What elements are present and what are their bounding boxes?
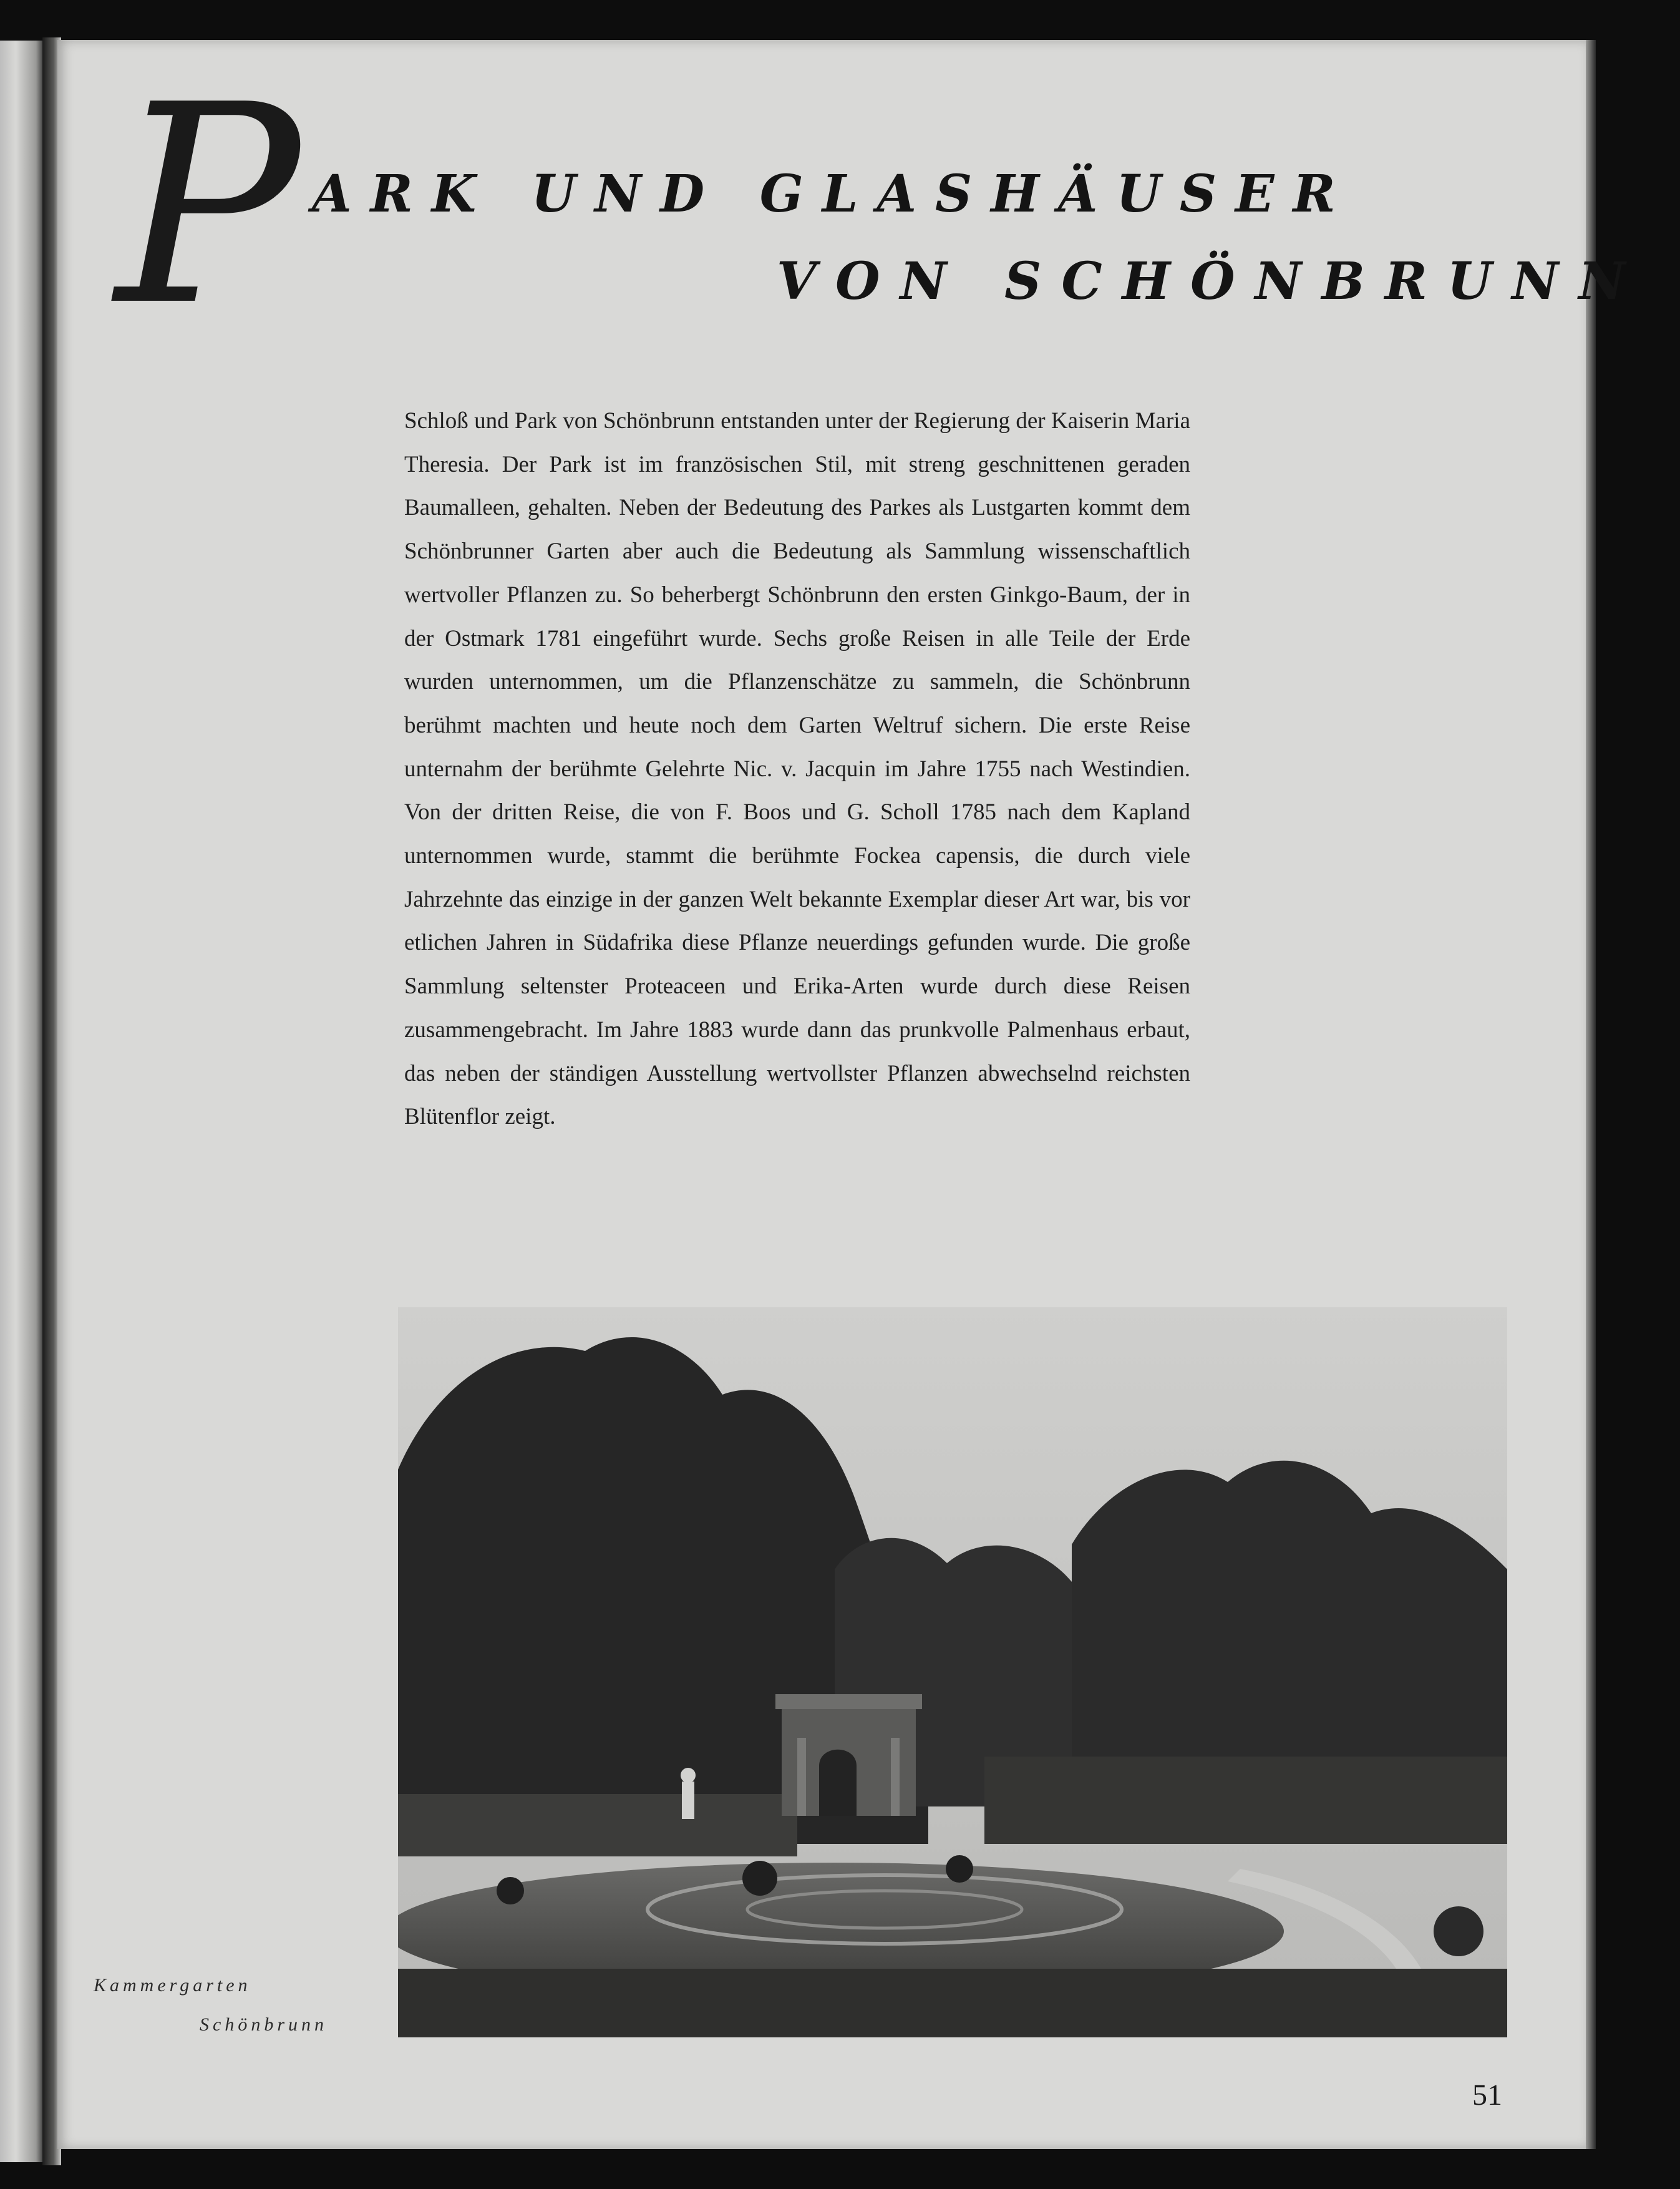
photo-caption-line-2: Schönbrunn [200, 2014, 328, 2035]
title-initial: P [115, 46, 301, 366]
title-line-1: ARK UND GLASHÄUSER [312, 164, 1354, 224]
page-number: 51 [1472, 2079, 1502, 2112]
body-paragraph: Schloß und Park von Schönbrunn entstanden unter der Regierung der Kaiserin Maria Theresia. Der Park ist im französischen Stil, mit streng geschnittenen geraden Baumalleen, gehalten. Neben der Bedeutung des Parkes als Lustgarten kommt dem Schönbrunner Garten aber auch die Bedeutung als Sammlung wissenschaftlich wertvoller Pflanzen zu. So beherbergt Schönbrunn den ersten Ginkgo-Baum, der in der Ostmark 1781 eingeführt wurde. Sechs große Reisen in alle Teile der Erde wurden unternommen, um die Pflanzenschätze zu sammeln, die Schönbrunn berühmt machten und heute noch dem Garten Weltruf sichern. Die erste Reise unternahm der berühmte Gelehrte Nic. v. Jacquin im Jahre 1755 nach Westindien. Von der dritten Reise, die von F. Boos und G. Scholl 1785 nach dem Kapland unternommen wurde, stammt die berühmte Fockea capensis, die durch viele Jahrzehnte das einzige in der ganzen Welt bekannte Exemplar dieser Art war, bis vor etlichen Jahren in Südafrika diese Pflanze neuerdings gefunden wurde. Die große Sammlung seltenster Proteaceen und Erika-Arten wurde durch diese Reisen zusammengebracht. Im Jahre 1883 wurde dann das prunkvolle Palmenhaus erbaut, das neben der ständigen Ausstellung wertvollster Pflanzen abwechselnd reichsten Blütenflor zeigt. [404, 408, 1190, 1130]
photo-caption-line-1: Kammergarten [94, 1975, 251, 1996]
garden-photograph [398, 1307, 1507, 2037]
page-right-edge [1586, 40, 1596, 2149]
kammergarten-photo [398, 1307, 1507, 2037]
title-line-2: VON SCHÖNBRUNN [777, 251, 1646, 311]
left-page-edge [0, 41, 45, 2162]
